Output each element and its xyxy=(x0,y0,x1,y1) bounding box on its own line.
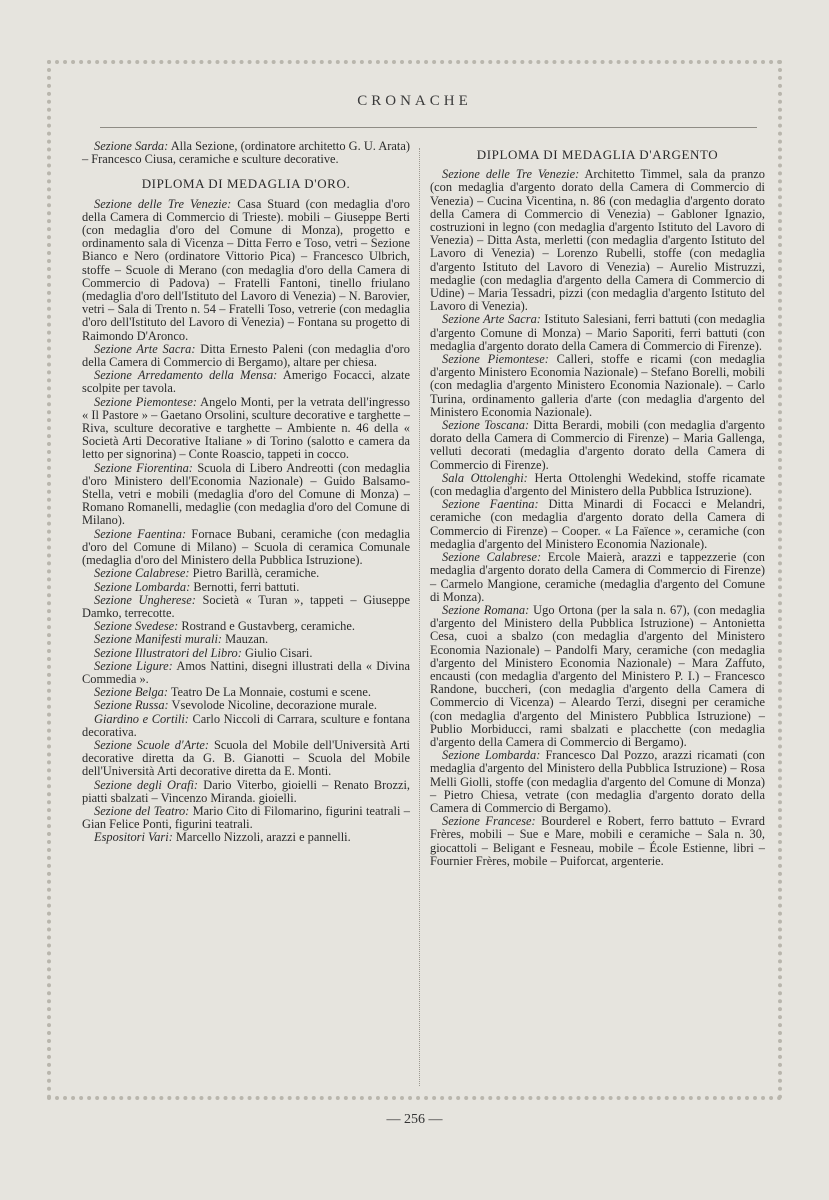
entry-paragraph xyxy=(430,168,765,313)
entry-text: Società « Turan », tappeti – Giuseppe Damko, terrecotte. xyxy=(82,592,410,620)
entry-text: Mauzan. xyxy=(222,632,269,647)
section-label: Sezione Sarda: xyxy=(94,139,169,153)
entry-text: Dario Viterbo, gioielli – Renato Brozzi, piatti sbalzati – Vincenzo Miranda. gioielli. xyxy=(82,777,411,805)
entry-text: Istituto Salesiani, ferri battuti (con medaglia d'argento Comune di Monza) – Mario Saporiti, ferri battuti (con medaglia d'argento dorato della Camera di Commercio di Firenze). xyxy=(430,312,765,353)
entry-text: Ditta Ernesto Paleni (con medaglia d'oro della Camera di Commercio di Bergamo), altare per chiesa. xyxy=(82,341,410,370)
entry-text: Fornace Bubani, ceramiche (con medaglia d'oro del Comune di Milano) – Scuola di ceramica Comunale (medaglia d'oro del Ministero della Pubblica Istruzione). xyxy=(82,526,410,568)
section-label: Giardino e Cortili: xyxy=(94,711,189,726)
entry-text: Scuola di Libero Andreotti (con medaglia d'oro Ministero dell'Economia Nazionale) – Guido Balsamo-Stella, vetri e mobili (medaglia d'oro del Comune di Monza) – Romano Romanelli, medaglie (con medaglia d'oro del Comune di Milano). xyxy=(82,460,410,528)
entry-paragraph xyxy=(82,660,410,686)
entry-paragraph xyxy=(82,396,410,462)
section-label: Sezione delle Tre Venezie: xyxy=(442,167,580,182)
entry-paragraph xyxy=(82,462,410,528)
section-label: Sezione Calabrese: xyxy=(94,566,190,581)
section-label: Sezione Belga: xyxy=(94,685,168,700)
section-label: Sezione Russa: xyxy=(94,698,169,713)
section-label: Sezione Piemontese: xyxy=(442,352,549,367)
entry-paragraph xyxy=(430,472,765,498)
section-label: Sezione Ungherese: xyxy=(94,592,196,607)
entry-paragraph xyxy=(82,739,410,779)
entry-paragraph xyxy=(430,419,765,472)
gold-medal-list xyxy=(82,198,410,845)
section-label: Sezione Svedese: xyxy=(94,619,179,634)
section-label: Sezione Ligure: xyxy=(94,658,173,673)
entry-text: Amos Nattini, disegni illustrati della « Divina Commedia ». xyxy=(82,658,410,686)
entry-text: Ercole Maierà, arazzi e tappezzerie (con medaglia d'argento dorato della Camera di Commercio di Firenze) – Carmelo Mangione, ceramiche (medaglia d'argento del Comune di Monza). xyxy=(430,550,765,604)
entry-paragraph xyxy=(82,594,410,620)
section-label: Sezione Fiorentina: xyxy=(94,460,193,475)
silver-medal-heading: DIPLOMA DI MEDAGLIA D'ARGENTO xyxy=(476,147,719,162)
entry-paragraph xyxy=(82,198,410,343)
entry-paragraph xyxy=(82,343,410,369)
section-label: Sezione Calabrese: xyxy=(442,550,542,565)
entry-text: Francesco Dal Pozzo, arazzi ricamati (con medaglia d'argento del Ministero della Pubblica Istruzione) – Rosa Melli Giolli, stoffe (con medaglia d'argento del Comune di Monza) – Pietro Chiesa, vetrate (con medaglia d'argento dorato della Camera di Commercio di Bergamo). xyxy=(430,748,765,815)
entry-text: Bernotti, ferri battuti. xyxy=(190,579,300,594)
section-label: Sezione Toscana: xyxy=(442,418,530,433)
entry-text: Ugo Ortona (per la sala n. 67), (con medaglia d'argento del Ministero della Pubblica Istruzione) – Antonietta Cesa, cuoi a sbalzo (con medaglia d'argento del Ministero Economia Nazionale) – Pandolfi Mary, ceramiche (con medaglia d'argento del Ministero Economia Nazionale) – Mara Zaffuto, encausti (con medaglia d'argento del Ministero P. I.) – Francesco Randone, buccheri, (con medaglia d'argento della Camera di Commercio di Vicenza) – Aleardo Terzi, disegni per ceramiche (con medaglia d'argento del Ministero Pubblica Istruzione) – Publio Morbiducci, rami sbalzati e placchette (con medaglia d'argento della Camera di Commercio di Bergamo). xyxy=(430,602,765,749)
entry-paragraph xyxy=(430,498,765,551)
entry-paragraph xyxy=(82,528,410,568)
silver-medal-list xyxy=(430,168,765,868)
section-label: Sezione Scuole d'Arte: xyxy=(94,737,210,752)
section-label: Sezione Arte Sacra: xyxy=(94,341,196,356)
section-label: Sezione Arte Sacra: xyxy=(442,312,541,327)
gold-medal-heading: DIPLOMA DI MEDAGLIA D'ORO. xyxy=(141,176,351,192)
entry-text: Teatro De La Monnaie, costumi e scene. xyxy=(167,685,371,700)
entry-text: Ditta Minardi di Focacci e Melandri, ceramiche (con medaglia d'argento dorato della Camera di Commercio di Firenze) – Cooper. « La Faïence », ceramiche (con medaglia d'argento del Ministero Economia Nazionale). xyxy=(430,497,765,551)
entry-paragraph xyxy=(430,353,765,419)
section-label: Sezione Faentina: xyxy=(94,526,187,541)
section-label: Sala Ottolenghi: xyxy=(442,470,528,485)
section-label: Sezione Illustratori del Libro: xyxy=(94,645,242,660)
entry-text: Pietro Barillà, ceramiche. xyxy=(189,566,320,581)
intro-paragraph xyxy=(82,140,410,166)
entry-paragraph xyxy=(430,313,765,353)
column-divider xyxy=(419,148,421,1086)
entry-text: Vsevolode Nicoline, decorazione murale. xyxy=(168,698,377,713)
entry-paragraph xyxy=(430,749,765,815)
entry-text: Scuola del Mobile dell'Università Arti decorative diretta da G. B. Gianotti – Scuola del Mobile dell'Università Arti decorative diretta da E. Monti. xyxy=(82,737,410,779)
entry-paragraph xyxy=(82,805,410,831)
entry-text: Calleri, stoffe e ricami (con medaglia d'argento Ministero Economia Nazionale) – Stefano Borelli, mobili (con medaglia d'argento Ministero Economia Nazionale). – Carlo Turina, ordinamento galleria d'arte (con medaglia d'argento del Ministero Economia Nazionale). xyxy=(430,352,766,419)
section-label: Sezione Arredamento della Mensa: xyxy=(94,368,278,383)
entry-text: Bourderel e Robert, ferro battuto – Evrard Frères, mobili – Sue e Mare, mobili e ceramiche – Sala n. 30, giocattoli – Beligant e Fesneau, mobile – École Estienne, libri – Fournier Frères, mobile – Puiforcat, argenterie. xyxy=(430,814,765,868)
section-label: Sezione Piemontese: xyxy=(94,394,197,409)
entry-paragraph xyxy=(430,815,765,868)
section-label: Espositori Vari: xyxy=(94,830,173,845)
section-label: Sezione Faentina: xyxy=(442,497,539,512)
header-rule xyxy=(100,127,757,128)
section-label: Sezione del Teatro: xyxy=(94,803,190,818)
entry-paragraph xyxy=(430,551,765,604)
running-header: CRONACHE xyxy=(357,93,472,109)
entry-text: Carlo Niccoli di Carrara, sculture e fontana decorativa. xyxy=(82,711,410,739)
section-label: Sezione Lombarda: xyxy=(94,579,191,594)
entry-text: Amerigo Focacci, alzate scolpite per tavola. xyxy=(82,368,410,396)
page-number: — 256 — xyxy=(386,1112,443,1127)
entry-paragraph xyxy=(82,831,410,844)
section-label: Sezione degli Orafi: xyxy=(94,777,199,792)
right-column xyxy=(430,140,765,868)
entry-paragraph xyxy=(82,713,410,739)
entry-text: Rostrand e Gustavberg, ceramiche. xyxy=(178,619,355,634)
section-label: Sezione Lombarda: xyxy=(442,748,541,763)
entry-text: Alla Sezione, (ordinatore architetto G. U. Arata) – Francesco Ciusa, ceramiche e sculture decorative. xyxy=(82,139,410,167)
entry-text: Ditta Berardi, mobili (con medaglia d'argento dorato della Camera di Commercio di Firenze) – Maria Gallenga, velluti decorati (medaglia d'argento dorato della Camera di Commercio di Firenze). xyxy=(430,418,765,472)
section-label: Sezione Romana: xyxy=(442,602,530,617)
entry-text: Angelo Monti, per la vetrata dell'ingresso « Il Pastore » – Gaetano Orsolini, sculture decorative e targhette – Riva, sculture decorative e targhette – Ambiente n. 46 della « Società Arti Decorative Italiane » di Torino (salotto e camera da letto per signorina) – Conte Roascio, tappeti in cocco. xyxy=(82,394,410,462)
entry-paragraph xyxy=(82,369,410,395)
section-label: Sezione Francese: xyxy=(442,814,536,829)
entry-text: Mario Cito di Filomarino, figurini teatrali – Gian Felice Ponti, figurini teatrali. xyxy=(82,803,410,832)
entry-text: Herta Ottolenghi Wedekind, stoffe ricamate (con medaglia d'argento del Ministero della Pubblica Istruzione). xyxy=(430,470,765,499)
entry-text: Marcello Nizzoli, arazzi e pannelli. xyxy=(172,830,351,845)
entry-text: Casa Stuard (con medaglia d'oro della Camera di Commercio di Trieste). mobili – Giuseppe Berti (con medaglia d'oro del Comune di Monza), progetto e ordinamento sala di Vicenza – Ditta Ferro e Toso, vetri – Sezione Bianco e Nero (ordinatore Vittorio Pica) – Francesco Ulbrich, stoffe – Scuole di Merano (con medaglia d'oro della Camera di Commercio di Padova) – Fratelli Fantoni, tinello friulano (medaglia d'oro dell'Istituto del Lavoro di Venezia) – N. Barovier, vetri – Sala di Trento n. 54 – Fratelli Toso, vetrerie (con medaglia d'oro dell'Istituto del Lavoro di Venezia) – Fontana su progetto di Raimondo D'Aronco. xyxy=(82,196,410,343)
section-label: Sezione delle Tre Venezie: xyxy=(94,196,232,211)
section-label: Sezione Manifesti murali: xyxy=(94,632,223,647)
entry-text: Giulio Cisari. xyxy=(241,645,313,660)
entry-text: Architetto Timmel, sala da pranzo (con medaglia d'argento dorato della Camera di Commercio di Venezia) – Cucina Vicentina, n. 86 (con medaglia d'argento dorato della Camera di Commercio di Venezia) – Gabloner Ignazio, costruzioni in legno (con medaglia d'argento Istituto del Lavoro di Venezia) – Ditta Asta, merletti (con medaglia d'argento Istituto del Lavoro di Venezia) – Lorenzo Rubelli, stoffe (con medaglia d'argento Istituto del Lavoro di Venezia) – Aurelio Mistruzzi, medaglie (con medaglia d'argento della Camera di Commercio di Udine) – Maria Tessadri, pizzi (con medaglia d'argento Istituto del Lavoro di Venezia). xyxy=(430,167,765,314)
entry-paragraph xyxy=(430,604,765,749)
entry-paragraph xyxy=(82,779,410,805)
left-column xyxy=(82,140,410,845)
